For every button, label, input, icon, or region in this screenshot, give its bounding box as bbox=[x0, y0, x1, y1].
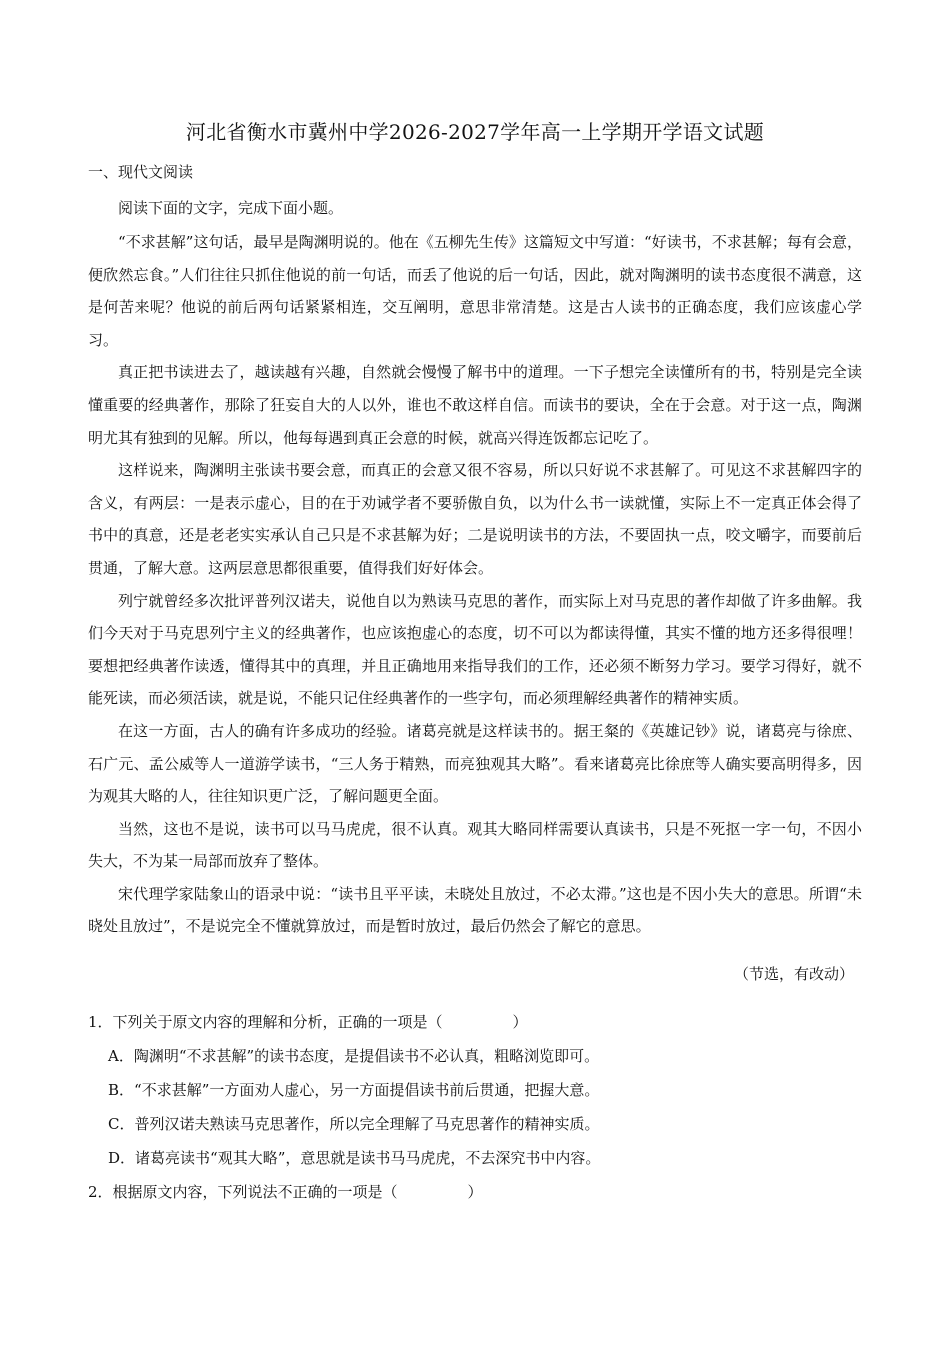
passage-paragraph-6: 当然，这也不是说，读书可以马马虎虎，很不认真。观其大略同样需要认真读书，只是不死抠一字一句，不因小失大，不为某一局部而放弃了整体。 bbox=[88, 819, 862, 871]
question-1-option-a: A．陶渊明“不求甚解”的读书态度，是提倡读书不必认真，粗略浏览即可。 bbox=[108, 1047, 600, 1066]
passage-paragraph-2: 真正把书读进去了，越读越有兴趣，自然就会慢慢了解书中的道理。一下子想完全读懂所有的书，特别是完全读懂重要的经典著作，那除了狂妄自大的人以外，谁也不敢这样自信。而读书的要诀，全在于会意。对于这一点，陶渊明尤其有独到的见解。所以，他每每遇到真正会意的时候，就高兴得连饭都忘记吃了。 bbox=[88, 363, 862, 447]
question-1-option-b: B．“不求甚解”一方面劝人虚心，另一方面提倡读书前后贯通，把握大意。 bbox=[108, 1081, 600, 1100]
question-2 bbox=[88, 1175, 862, 1209]
passage-paragraph-5: 在这一方面，古人的确有许多成功的经验。诸葛亮就是这样读书的。据王粲的《英雄记钞》说，诸葛亮与徐庶、石广元、孟公威等人一道游学读书，“三人务于精熟，而亮独观其大略”。看来诸葛亮比徐庶等人确实要高明得多，因为观其大略的人，往往知识更广泛，了解问题更全面。 bbox=[88, 721, 862, 806]
question-2-stem: 2．根据原文内容，下列说法不正确的一项是（ bbox=[88, 1183, 398, 1202]
question-1 bbox=[88, 1005, 862, 1039]
passage-paragraph-7: 宋代理学家陆象山的语录中说：“读书且平平读，未晓处且放过，不必太滞。”这也是不因小失大的意思。所谓“未晓处且放过”，不是说完全不懂就算放过，而是暂时放过，最后仍然会了解它的意思。 bbox=[88, 884, 862, 936]
reading-instruction: 阅读下面的文字，完成下面小题。 bbox=[118, 199, 344, 217]
passage-paragraph-1: “不求甚解”这句话，最早是陶渊明说的。他在《五柳先生传》这篇短文中写道：“好读书，不求甚解；每有会意，便欣然忘食。”人们往往只抓住他说的前一句话，而丢了他说的后一句话，因此，就对陶渊明的读书态度很不满意，这是何苦来呢？他说的前后两句话紧紧相连，交互阐明，意思非常清楚。这是古人读书的正确态度，我们应该虚心学习。 bbox=[88, 233, 862, 349]
page-title: 河北省衡水市冀州中学2026-2027学年高一上学期开学语文试题 bbox=[185, 120, 765, 144]
question-1-option-c: C．普列汉诺夫熟读马克思著作，所以完全理解了马克思著作的精神实质。 bbox=[108, 1115, 600, 1134]
question-1-stem: 1．下列关于原文内容的理解和分析，正确的一项是（ bbox=[88, 1013, 443, 1032]
question-1-stem-end: ） bbox=[512, 1013, 528, 1032]
passage-paragraph-3: 这样说来，陶渊明主张读书要会意，而真正的会意又很不容易，所以只好说不求甚解了。可见这不求甚解四字的含义，有两层：一是表示虚心，目的在于劝诫学者不要骄傲自负，以为什么书一读就懂，实际上不一定真正体会得了书中的真意，还是老老实实承认自己只是不求甚解为好；二是说明读书的方法，不要固执一点，咬文嚼字，而要前后贯通，了解大意。这两层意思都很重要，值得我们好好体会。 bbox=[88, 461, 862, 577]
question-1-option-d: D．诸葛亮读书“观其大略”，意思就是读书马马虎虎，不去深究书中内容。 bbox=[108, 1149, 601, 1168]
passage-paragraph-4: 列宁就曾经多次批评普列汉诺夫，说他自以为熟读马克思的著作，而实际上对马克思的著作却做了许多曲解。我们今天对于马克思列宁主义的经典著作，也应该抱虚心的态度，切不可以为都读得懂，其实不懂的地方还多得很哩！要想把经典著作读透，懂得其中的真理，并且正确地用来指导我们的工作，还必须不断努力学习。要学习得好，就不能死读，而必须活读，就是说，不能只记住经典著作的一些字句，而必须理解经典著作的精神实质。 bbox=[88, 591, 862, 708]
source-note: （节选，有改动） bbox=[733, 965, 854, 984]
question-2-stem-end: ） bbox=[467, 1183, 483, 1202]
section-heading: 一、现代文阅读 bbox=[88, 163, 194, 181]
